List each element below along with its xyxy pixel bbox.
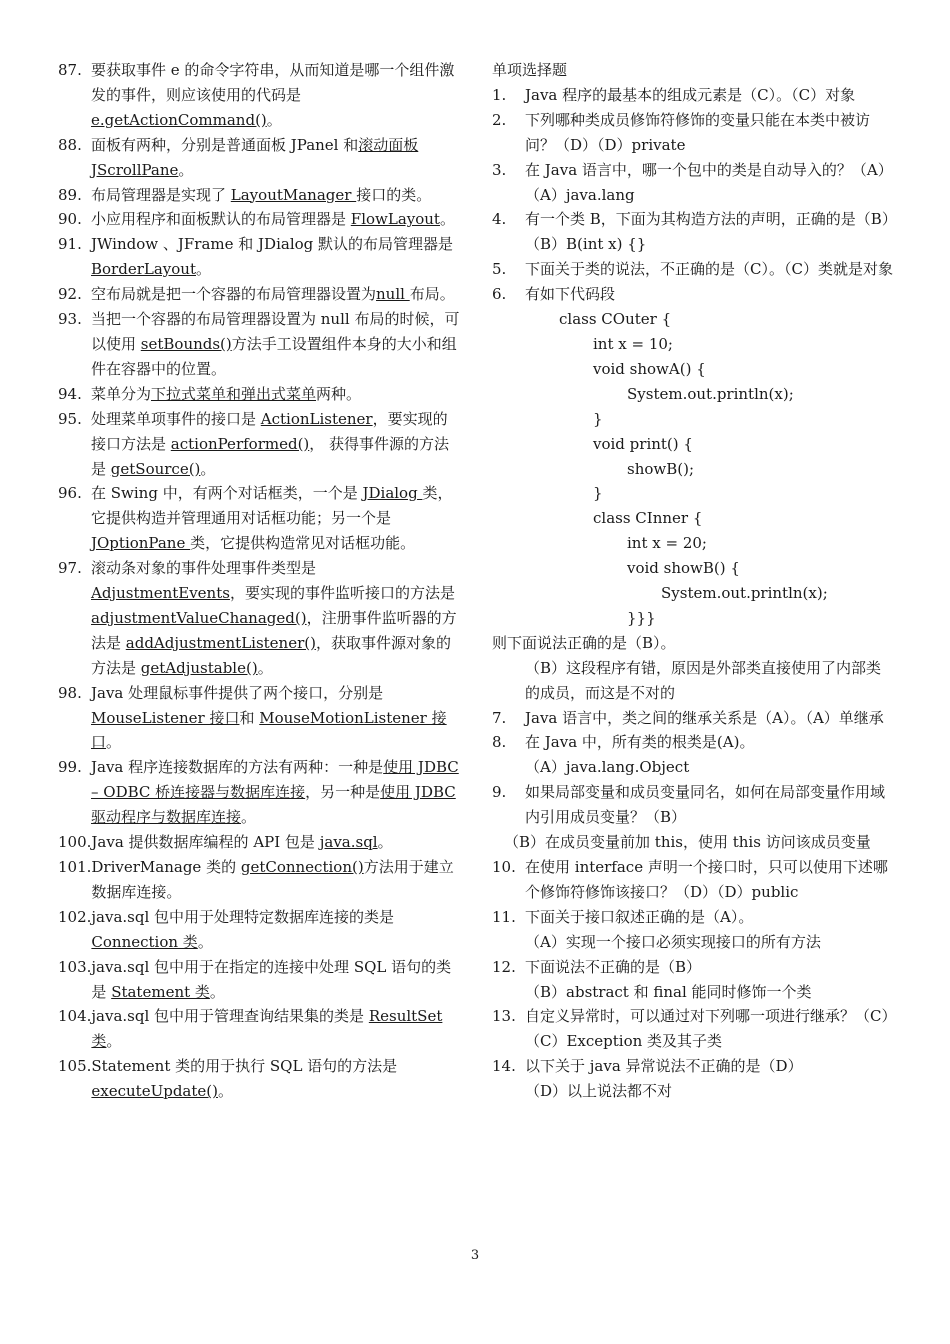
- answer-blank: setBounds(): [140, 334, 232, 353]
- question-9-answer: （B）在成员变量前加 this，使用 this 访问该成员变量: [504, 833, 871, 852]
- answer-blank: getConnection(): [240, 858, 364, 876]
- code-line: void print() {: [593, 434, 693, 453]
- answer-blank: Connection 类: [91, 932, 198, 951]
- question-6-prompt: 则下面说法正确的是（B）。: [492, 633, 676, 652]
- answer-blank: getAdjustable(): [140, 658, 258, 677]
- item-text: [91, 681, 460, 756]
- item-number: 100.: [58, 833, 92, 852]
- item-number: 92.: [58, 285, 82, 304]
- list-item: [58, 282, 460, 307]
- list-item: [58, 1054, 460, 1104]
- question-10: 10. 在使用 interface 声明一个接口时，只可以使用下述哪个修饰符修饰该接口？（D）（D）public: [492, 858, 888, 901]
- item-number: 91.: [58, 235, 82, 254]
- item-text: [91, 481, 460, 556]
- item-number: 101.: [58, 858, 92, 876]
- text-segment: 类，它提供构造并管理通用对话框功能；另一个是: [91, 484, 453, 528]
- item-number: 99.: [58, 758, 82, 777]
- text-segment: 。: [241, 808, 257, 827]
- text-segment: Java 提供数据库编程的 API 包是: [91, 833, 320, 852]
- item-text: [91, 855, 460, 905]
- list-item: [58, 232, 460, 282]
- text-segment: 布局管理器是实现了: [91, 185, 231, 204]
- question-4: 4. 有一个类 B，下面为其构造方法的声明，正确的是（B）（B）B(int x) {}: [492, 210, 890, 254]
- answer-blank: FlowLayout: [350, 210, 440, 229]
- text-segment: 。: [439, 210, 455, 229]
- text-segment: 空布局就是把一个容器的布局管理器设置为: [91, 285, 377, 304]
- item-number: 93.: [58, 310, 82, 329]
- text-segment: 在 Swing 中，有两个对话框类，一个是: [91, 484, 363, 503]
- item-number: 97.: [58, 559, 82, 578]
- page-number: 3: [470, 1248, 480, 1263]
- item-text: [91, 232, 460, 282]
- question-8: 8. 在 Java 中，所有类的根类是(A)。: [492, 733, 755, 752]
- answer-blank: addAdjustmentListener(): [125, 633, 316, 652]
- text-segment: 。: [197, 932, 213, 951]
- answer-blank: LayoutManager: [230, 185, 357, 204]
- item-text: [91, 282, 460, 307]
- item-text: [91, 556, 460, 681]
- answer-blank: ResultSet 类: [91, 1007, 443, 1051]
- code-line: showB();: [627, 459, 695, 478]
- item-number: 105.: [58, 1057, 92, 1076]
- list-item: [58, 382, 460, 407]
- question-2: 2. 下列哪种类成员修饰符修饰的变量只能在本类中被访问？（D）（D）private: [492, 110, 871, 154]
- list-item: [58, 58, 460, 133]
- question-9: 9. 如果局部变量和成员变量同名，如何在局部变量作用域内引用成员变量？（B）: [492, 783, 886, 827]
- answer-blank: MouseListener 接口: [91, 708, 240, 727]
- item-number: 98.: [58, 683, 82, 702]
- text-segment: 。: [217, 1082, 233, 1101]
- text-segment: 处理菜单项事件的接口是: [91, 409, 261, 428]
- answer-blank: java.sql: [319, 833, 378, 852]
- answer-blank: executeUpdate(): [91, 1082, 218, 1101]
- text-segment: 方法手工设置组件本身的大小和组件在容器中的位置。: [91, 334, 457, 378]
- list-item: [58, 855, 460, 905]
- text-segment: 面板有两种，分别是普通面板 JPanel 和: [91, 135, 359, 154]
- question-11: 11. 下面关于接口叙述正确的是（A）。: [492, 907, 754, 926]
- item-number: 88.: [58, 135, 82, 154]
- text-segment: 滚动条对象的事件处理事件类型是: [91, 559, 317, 578]
- question-5: 5. 下面关于类的说法，不正确的是（C）。（C）类就是对象: [492, 260, 893, 279]
- text-segment: 接口的类。: [356, 185, 432, 204]
- text-segment: 当把一个容器的布局管理器设置为 null 布局的时候，可以使用: [91, 310, 460, 353]
- item-text: [91, 1004, 460, 1054]
- answer-blank: null: [376, 285, 410, 304]
- list-item: [58, 955, 460, 1005]
- item-number: 103.: [58, 957, 92, 976]
- text-segment: 要获取事件 e 的命令字符串，从而知道是哪一个组件激发的事件，则应该使用的代码是: [91, 61, 455, 104]
- question-14-answer: （D）以上说法都不对: [525, 1082, 673, 1101]
- text-segment: Statement 类的用于执行 SQL 语句的方法是: [91, 1057, 398, 1076]
- item-number: 96.: [58, 484, 82, 503]
- item-number: 102.: [58, 907, 92, 926]
- answer-blank: BorderLayout: [91, 260, 196, 279]
- text-segment: JWindow 、JFrame 和 JDialog 默认的布局管理器是: [91, 235, 454, 254]
- question-14: 14. 以下关于 java 异常说法不正确的是（D）: [492, 1057, 803, 1076]
- code-line: System.out.println(x);: [661, 584, 828, 603]
- code-line: int x = 20;: [627, 534, 707, 553]
- answer-blank: getSource(): [110, 459, 201, 478]
- list-item: [58, 207, 460, 232]
- list-item: [58, 830, 460, 855]
- answer-blank: JOptionPane: [91, 534, 191, 553]
- list-item: [58, 755, 460, 830]
- text-segment: 。: [195, 260, 211, 279]
- question-6: 6. 有如下代码段: [492, 285, 616, 304]
- item-text: [91, 407, 460, 482]
- code-line: int x = 10;: [593, 334, 673, 353]
- text-segment: ，要实现的事件监听接口的方法是: [229, 584, 455, 603]
- text-segment: DriverManage 类的: [91, 858, 241, 876]
- text-segment: ， 获得事件源的方法是: [91, 434, 450, 478]
- list-item: [58, 556, 460, 681]
- text-segment: ，要实现的接口方法是: [91, 409, 448, 453]
- item-text: [91, 830, 460, 855]
- text-segment: 小应用程序和面板默认的布局管理器是: [91, 210, 351, 229]
- text-segment: ，获取事件源对象的方法是: [91, 633, 451, 677]
- item-text: [91, 133, 460, 183]
- question-12-answer: （B）abstract 和 final 能同时修饰一个类: [525, 982, 812, 1001]
- text-segment: 。: [200, 459, 216, 478]
- list-item: [58, 183, 460, 208]
- list-item: [58, 133, 460, 183]
- item-text: [91, 905, 460, 955]
- item-number: 94.: [58, 384, 82, 403]
- item-number: 104.: [58, 1007, 92, 1026]
- list-item: [58, 681, 460, 756]
- text-segment: ，另一种是: [305, 783, 381, 802]
- item-text: [91, 382, 460, 407]
- text-segment: Java 程序连接数据库的方法有两种：一种是: [91, 758, 384, 777]
- text-segment: Java 处理鼠标事件提供了两个接口，分别是: [91, 683, 384, 702]
- code-line: class COuter {: [559, 310, 672, 329]
- text-segment: 方法用于建立数据库连接。: [91, 858, 454, 901]
- answer-blank: 滚动面板 JScrollPane: [91, 135, 419, 179]
- item-text: [91, 207, 460, 232]
- text-segment: java.sql 包中用于在指定的连接中处理 SQL 语句的类是: [91, 957, 452, 1001]
- question-13: 13. 自定义异常时，可以通过对下列哪一项进行继承？（C）（C）Exception 类及其子类: [492, 1007, 889, 1051]
- item-number: 90.: [58, 210, 82, 229]
- question-1: 1. Java 程序的最基本的组成元素是（C）。（C）对象: [492, 85, 856, 104]
- answer-blank: Statement 类: [111, 982, 210, 1001]
- question-7: 7. Java 语言中，类之间的继承关系是（A）。（A）单继承: [492, 708, 884, 727]
- text-segment: 。: [377, 833, 393, 852]
- question-8-answer: （A）java.lang.Object: [525, 758, 690, 777]
- answer-blank: JDialog: [362, 484, 423, 503]
- code-block: [492, 307, 894, 631]
- question-12: 12. 下面说法不正确的是（B）: [492, 957, 702, 976]
- item-number: 95.: [58, 409, 82, 428]
- item-number: 89.: [58, 185, 82, 204]
- answer-blank: 使用 JDBC 驱动程序与数据库连接: [91, 783, 456, 827]
- answer-blank: e.getActionCommand(): [91, 110, 267, 129]
- text-segment: 两种。: [316, 384, 362, 403]
- right-column: [492, 58, 894, 1104]
- item-text: [91, 183, 460, 208]
- code-line: }: [593, 409, 603, 428]
- text-segment: ，注册事件监听器的方法是: [91, 608, 457, 652]
- text-segment: 。: [106, 733, 122, 752]
- text-segment: java.sql 包中用于管理查询结果集的类是: [91, 1007, 369, 1026]
- item-text: [91, 307, 460, 382]
- question-6-answer: （B）这段程序有错，原因是外部类直接使用了内部类的成员，而这是不对的: [525, 658, 882, 702]
- text-segment: 。: [266, 110, 282, 129]
- item-number: 87.: [58, 61, 82, 79]
- code-line: }: [593, 484, 603, 503]
- text-segment: 。: [178, 160, 194, 179]
- text-segment: 和: [239, 708, 260, 727]
- answer-blank: adjustmentValueChanaged(): [91, 608, 307, 627]
- item-text: [91, 1054, 460, 1104]
- answer-blank: AdjustmentEvents: [91, 584, 230, 603]
- question-11-answer: （A）实现一个接口必须实现接口的所有方法: [525, 932, 821, 951]
- item-text: [91, 955, 460, 1005]
- code-line: }}}: [627, 608, 656, 627]
- item-text: [91, 58, 460, 133]
- list-item: [58, 307, 460, 382]
- text-segment: 。: [257, 658, 273, 677]
- question-3: 3. 在 Java 语言中，哪一个包中的类是自动导入的？（A）（A）java.lang: [492, 160, 893, 204]
- left-column: [58, 58, 460, 1104]
- list-item: [58, 1004, 460, 1054]
- list-item: [58, 905, 460, 955]
- code-line: void showB() {: [627, 559, 740, 578]
- text-segment: 。: [106, 1032, 122, 1051]
- code-line: class CInner {: [593, 509, 703, 528]
- answer-blank: 下拉式菜单和弹出式菜单: [151, 384, 317, 403]
- list-item: [58, 407, 460, 482]
- text-segment: 布局。: [409, 285, 455, 304]
- answer-blank: ActionListener: [260, 409, 373, 428]
- section-heading: 单项选择题: [492, 61, 568, 79]
- code-line: System.out.println(x);: [627, 384, 794, 403]
- item-text: [91, 755, 460, 830]
- answer-blank: actionPerformed(): [170, 434, 310, 453]
- text-segment: 菜单分为: [91, 384, 152, 403]
- text-segment: 。: [209, 982, 225, 1001]
- answer-blank: 使用 JDBC – ODBC 桥连接器与数据库连接: [91, 758, 459, 802]
- answer-blank: MouseMotionListener 接口: [91, 708, 447, 752]
- text-segment: 类，它提供构造常见对话框功能。: [190, 534, 416, 553]
- list-item: [58, 481, 460, 556]
- text-segment: java.sql 包中用于处理特定数据库连接的类是: [91, 907, 395, 926]
- code-line: void showA() {: [593, 359, 706, 378]
